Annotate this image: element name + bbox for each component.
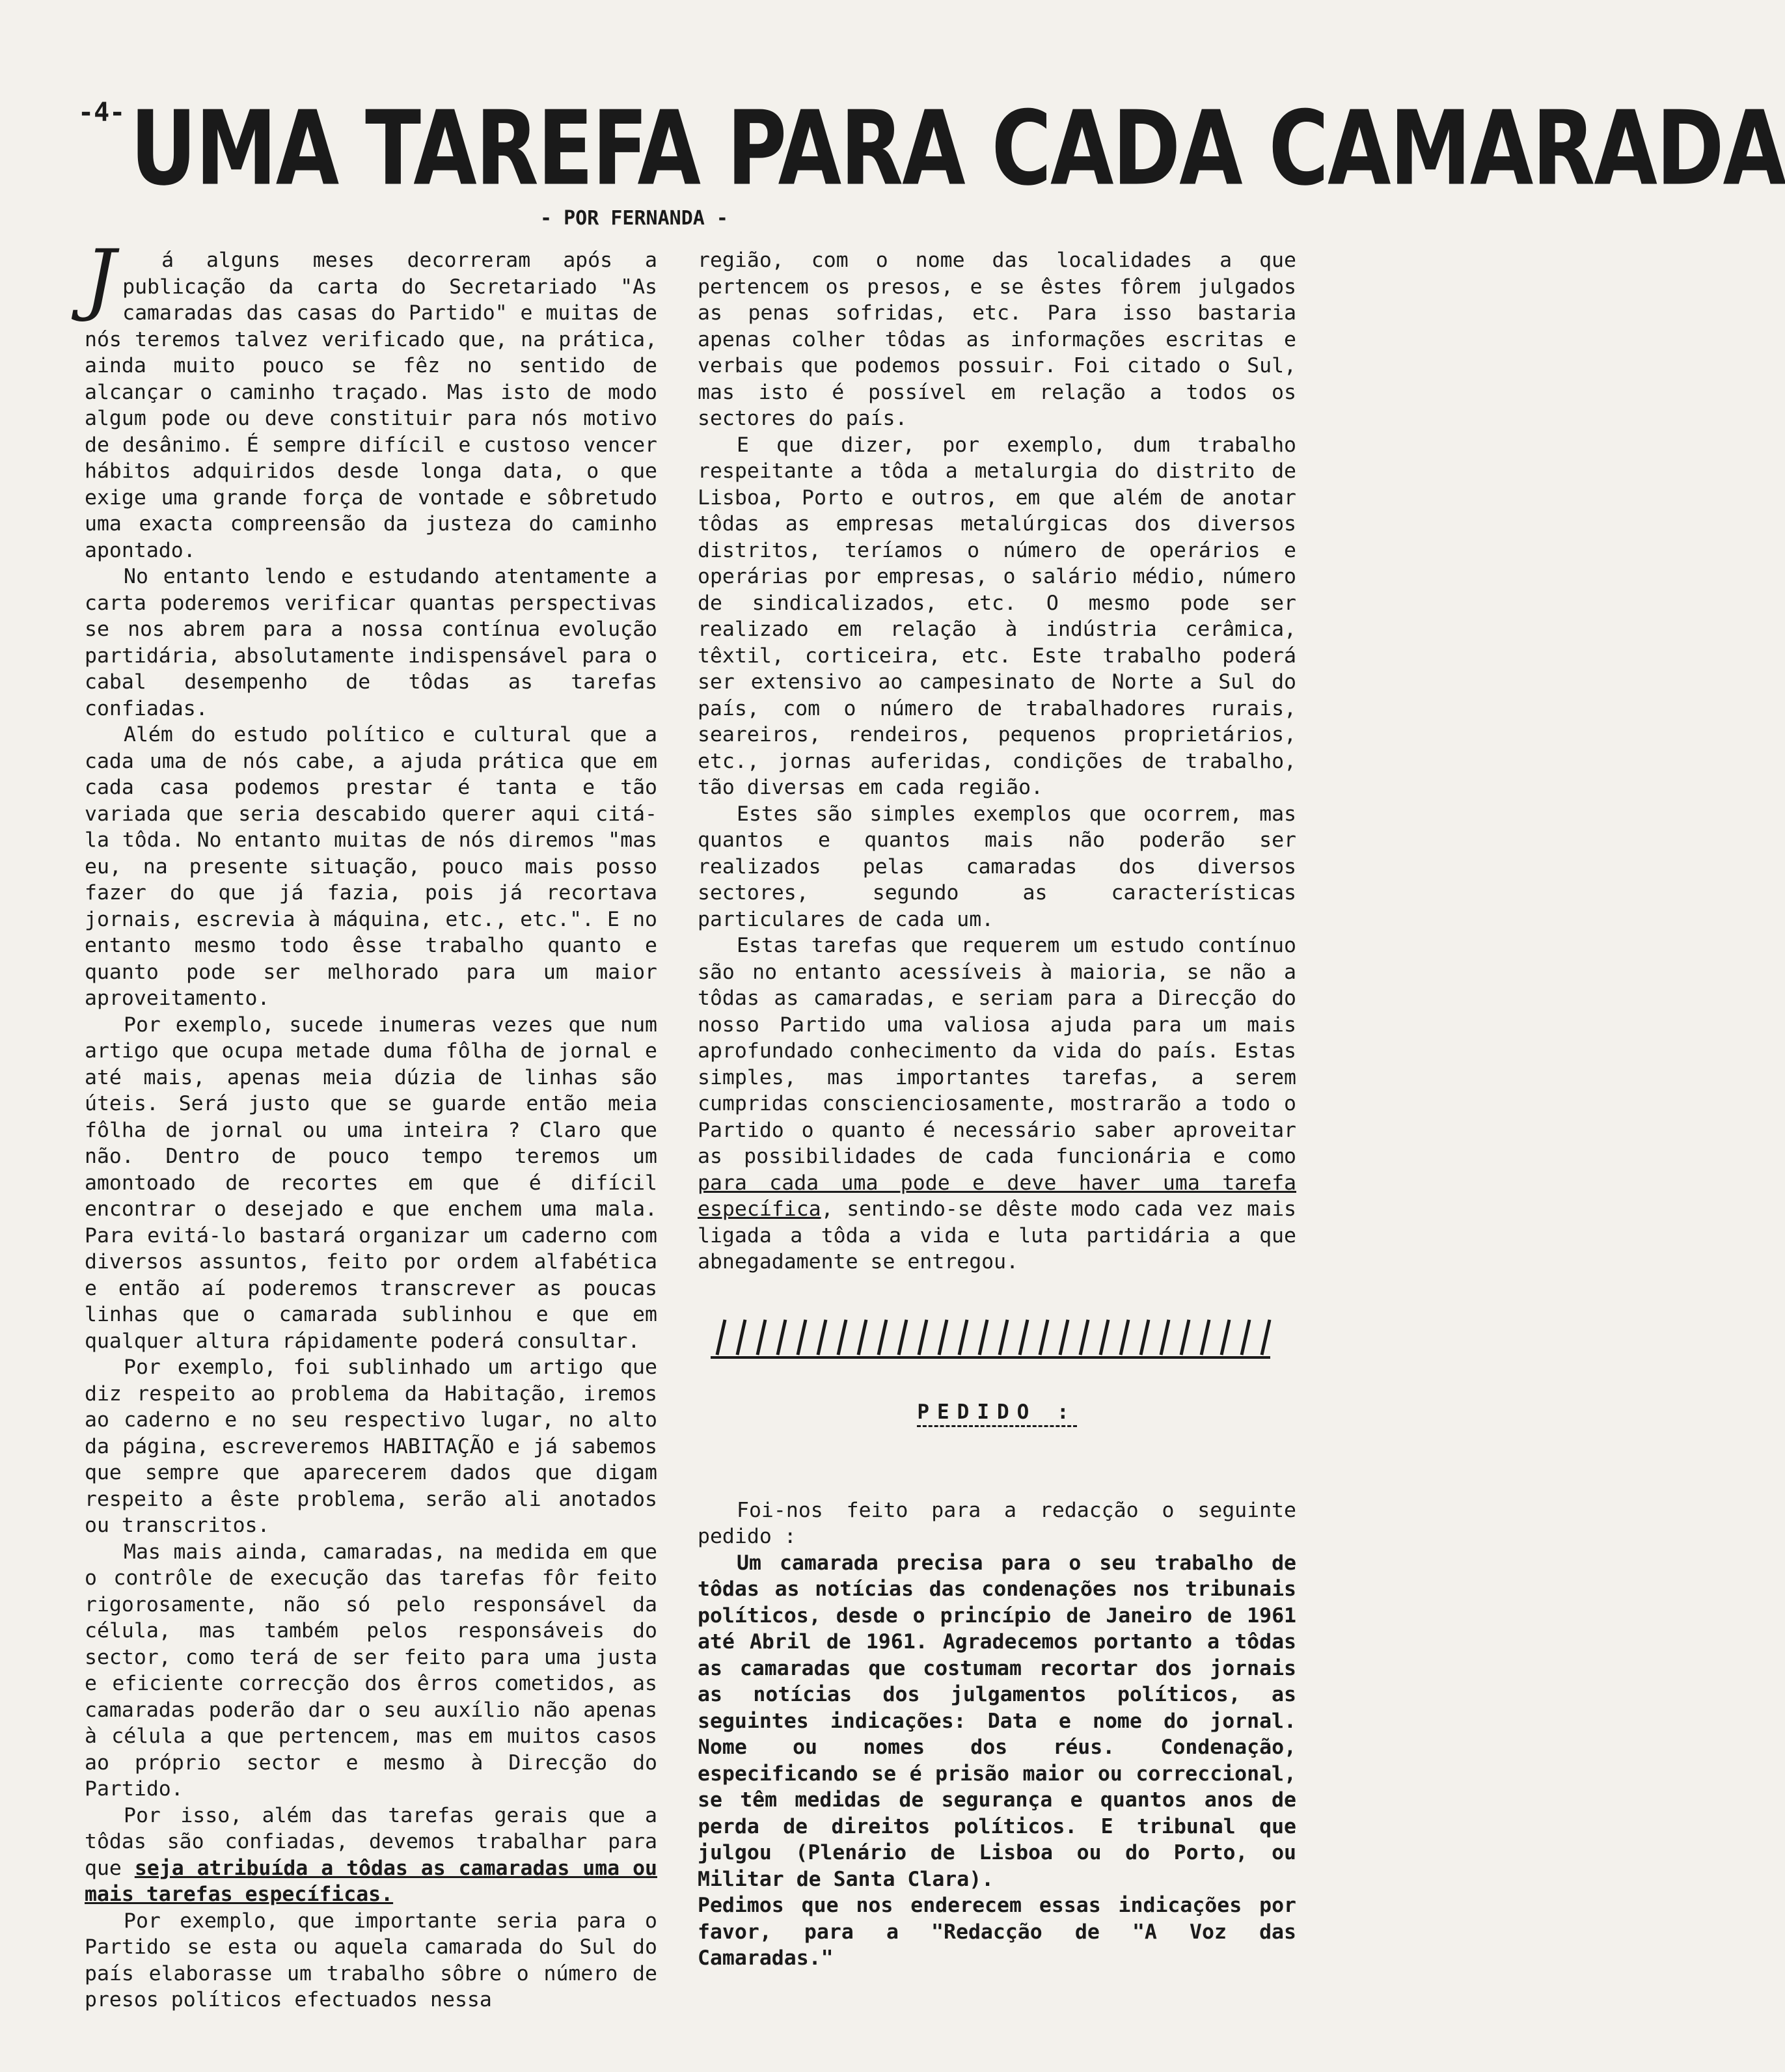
decorative-divider bbox=[711, 1315, 1296, 1360]
article-paragraph bbox=[698, 933, 1296, 1275]
section-title: PEDIDO : bbox=[698, 1399, 1296, 1426]
pedido-paragraph: Um camarada precisa para o seu trabalho de tôdas as notícias das condenações nos tribunais políticos, desde o princípio de Janeiro de 1961 até Abril de 1961. Agradecemos portanto a tôdas as camaradas que costumam recortar dos jornais as notícias dos julgamentos políticos, as seguintes indicações: Data e nome do jornal. Nome ou nomes dos réus. Condenação, especificando se é prisão maior ou correccional, se têm medidas de segurança e quantos anos de perda de direitos políticos. E tribunal que julgou (Plenário de Lisboa ou do Porto, ou Militar de Santa Clara). bbox=[698, 1551, 1296, 1891]
article-paragraph: região, com o nome das localidades a que pertencem os presos, e se êstes fôrem julgados as penas sofridas, etc. Para isso bastaria apenas colher tôdas as informações escritas e verbais que podemos possuir. Foi citado o Sul, mas isto é possível em relação a todos os sectores do país. bbox=[698, 249, 1296, 430]
paragraph-text: Por isso, além das tarefas gerais que a tôdas são confiadas, devemos trabalhar para que bbox=[85, 1803, 657, 1880]
pedido-paragraph: Pedimos que nos enderecem essas indicações por favor, para a "Redacção de "A Voz das Camaradas." bbox=[698, 1894, 1296, 1970]
paragraph-text: á alguns meses decorreram após a publicação da carta do Secretariado "As camaradas das casas do Partido" e muitas de nós teremos talvez verificado que, na prática, ainda muito pouco se fêz no sentido de alcançar o caminho traçado. Mas isto de modo algum pode ou deve constituir para nós motivo de desânimo. É sempre difícil e custoso vencer hábitos adquiridos desde longa data, o que exige uma grande força de vontade e sôbretudo uma exacta compreensão da justeza do caminho apontado. bbox=[85, 249, 657, 562]
headline: UMA TAREFA PARA CADA CAMARADA bbox=[130, 89, 1785, 208]
article-paragraph: Por exemplo, foi sublinhado um artigo que diz respeito ao problema da Habitação, iremos ao caderno e no seu respectivo lugar, no alto da página, escreveremos HABITAÇÃO e já sabemos que sempre que aparecerem dados que digam respeito a êste problema, serão ali anotados ou transcritos. bbox=[85, 1356, 657, 1537]
right-column bbox=[698, 247, 1296, 1972]
left-column bbox=[85, 234, 657, 2013]
pedido-paragraph: Foi-nos feito para a redacção o seguinte pedido : bbox=[698, 1498, 1296, 1548]
article-paragraph: Estes são simples exemplos que ocorrem, mas quantos e quantos mais não poderão ser realizados pelas camaradas dos diversos sectores, segundo as características particulares de cada um. bbox=[698, 802, 1296, 931]
article-paragraph: Por exemplo, sucede inumeras vezes que num artigo que ocupa metade duma fôlha de jornal e até mais, apenas meia dúzia de linhas são úteis. Será justo que se guarde então meia fôlha de jornal ou uma inteira ? Claro que não. Dentro de pouco tempo teremos um amontoado de recortes em que é difícil encontrar o desejado e que enchem uma mala. Para evitá-lo bastará organizar um caderno com diversos assuntos, feito por ordem alfabética e então aí poderemos transcrever as poucas linhas que o camarada sublinhou e que em qualquer altura rápidamente poderá consultar. bbox=[85, 1013, 657, 1353]
article-paragraph: No entanto lendo e estudando atentamente a carta poderemos verificar quantas perspectivas se nos abrem para a nossa contínua evolução partidária, absolutamente indispensável para o cabal desempenho de tôdas as tarefas confiadas. bbox=[85, 565, 657, 720]
underlined-emphasis: para cada uma pode e deve haver uma tarefa específica bbox=[698, 1171, 1296, 1221]
paragraph-text: , sentindo-se dêste modo cada vez mais ligada a tôda a vida e luta partidária a que abnegadamente se entregou. bbox=[698, 1197, 1296, 1274]
article-paragraph: Mas mais ainda, camaradas, na medida em que o contrôle de execução das tarefas fôr feito rigorosamente, não só pelo responsável da célula, mas também pelos responsáveis do sector, como terá de ser feito para uma justa e eficiente correcção dos êrros cometidos, as camaradas poderão dar o seu auxílio não apenas à célula a que pertencem, mas em muitos casos ao próprio sector e mesmo à Direcção do Partido. bbox=[85, 1540, 657, 1801]
page-number: -4- bbox=[78, 98, 126, 128]
paragraph-text: Estas tarefas que requerem um estudo contínuo são no entanto acessíveis à maioria, se não a tôdas as camaradas, e seriam para a Direcção do nosso Partido uma valiosa ajuda para um mais aprofundado conhecimento da vida do país. Estas simples, mas importantes tarefas, a serem cumpridas conscienciosamente, mostrarão a todo o Partido o quanto é necessário saber aproveitar as possibilidades de cada funcionária e como bbox=[698, 934, 1296, 1168]
byline: - POR FERNANDA - bbox=[540, 207, 728, 230]
article-paragraph: E que dizer, por exemplo, dum trabalho respeitante a tôda a metalurgia do distrito de Lisboa, Porto e outros, em que além de anotar tôdas as empresas metalúrgicas dos diversos distritos, teríamos o número de operários e operárias por empresas, o salário médio, número de sindicalizados, etc. O mesmo pode ser realizado em relação à indústria cerâmica, têxtil, corticeira, etc. Este trabalho poderá ser extensivo ao campesinato de Norte a Sul do país, com o número de trabalhadores rurais, seareiros, rendeiros, pequenos proprietários, etc., jornas auferidas, condições de trabalho, tão diversas em cada região. bbox=[698, 433, 1296, 799]
article-paragraph: Por exemplo, que importante seria para o Partido se esta ou aquela camarada do Sul do país elaborasse um trabalho sôbre o número de presos políticos efectuados nessa bbox=[85, 1909, 657, 2011]
article-paragraph: Além do estudo político e cultural que a cada uma de nós cabe, a ajuda prática que em cada casa podemos prestar é tanta e tão variada que seria descabido querer aqui citá-la tôda. No entanto muitas de nós diremos "mas eu, na presente situação, pouco mais posso fazer do que já fazia, pois já recortava jornais, escrevia à máquina, etc., etc.". E no entanto mesmo todo êsse trabalho quanto e quanto pode ser melhorado para um maior aproveitamento. bbox=[85, 723, 657, 1010]
underlined-emphasis: seja atribuída a tôdas as camaradas uma ou mais tarefas específicas. bbox=[85, 1856, 657, 1906]
dropcap: J bbox=[85, 234, 116, 324]
article-paragraph bbox=[85, 234, 657, 564]
article-paragraph bbox=[85, 1803, 657, 1908]
